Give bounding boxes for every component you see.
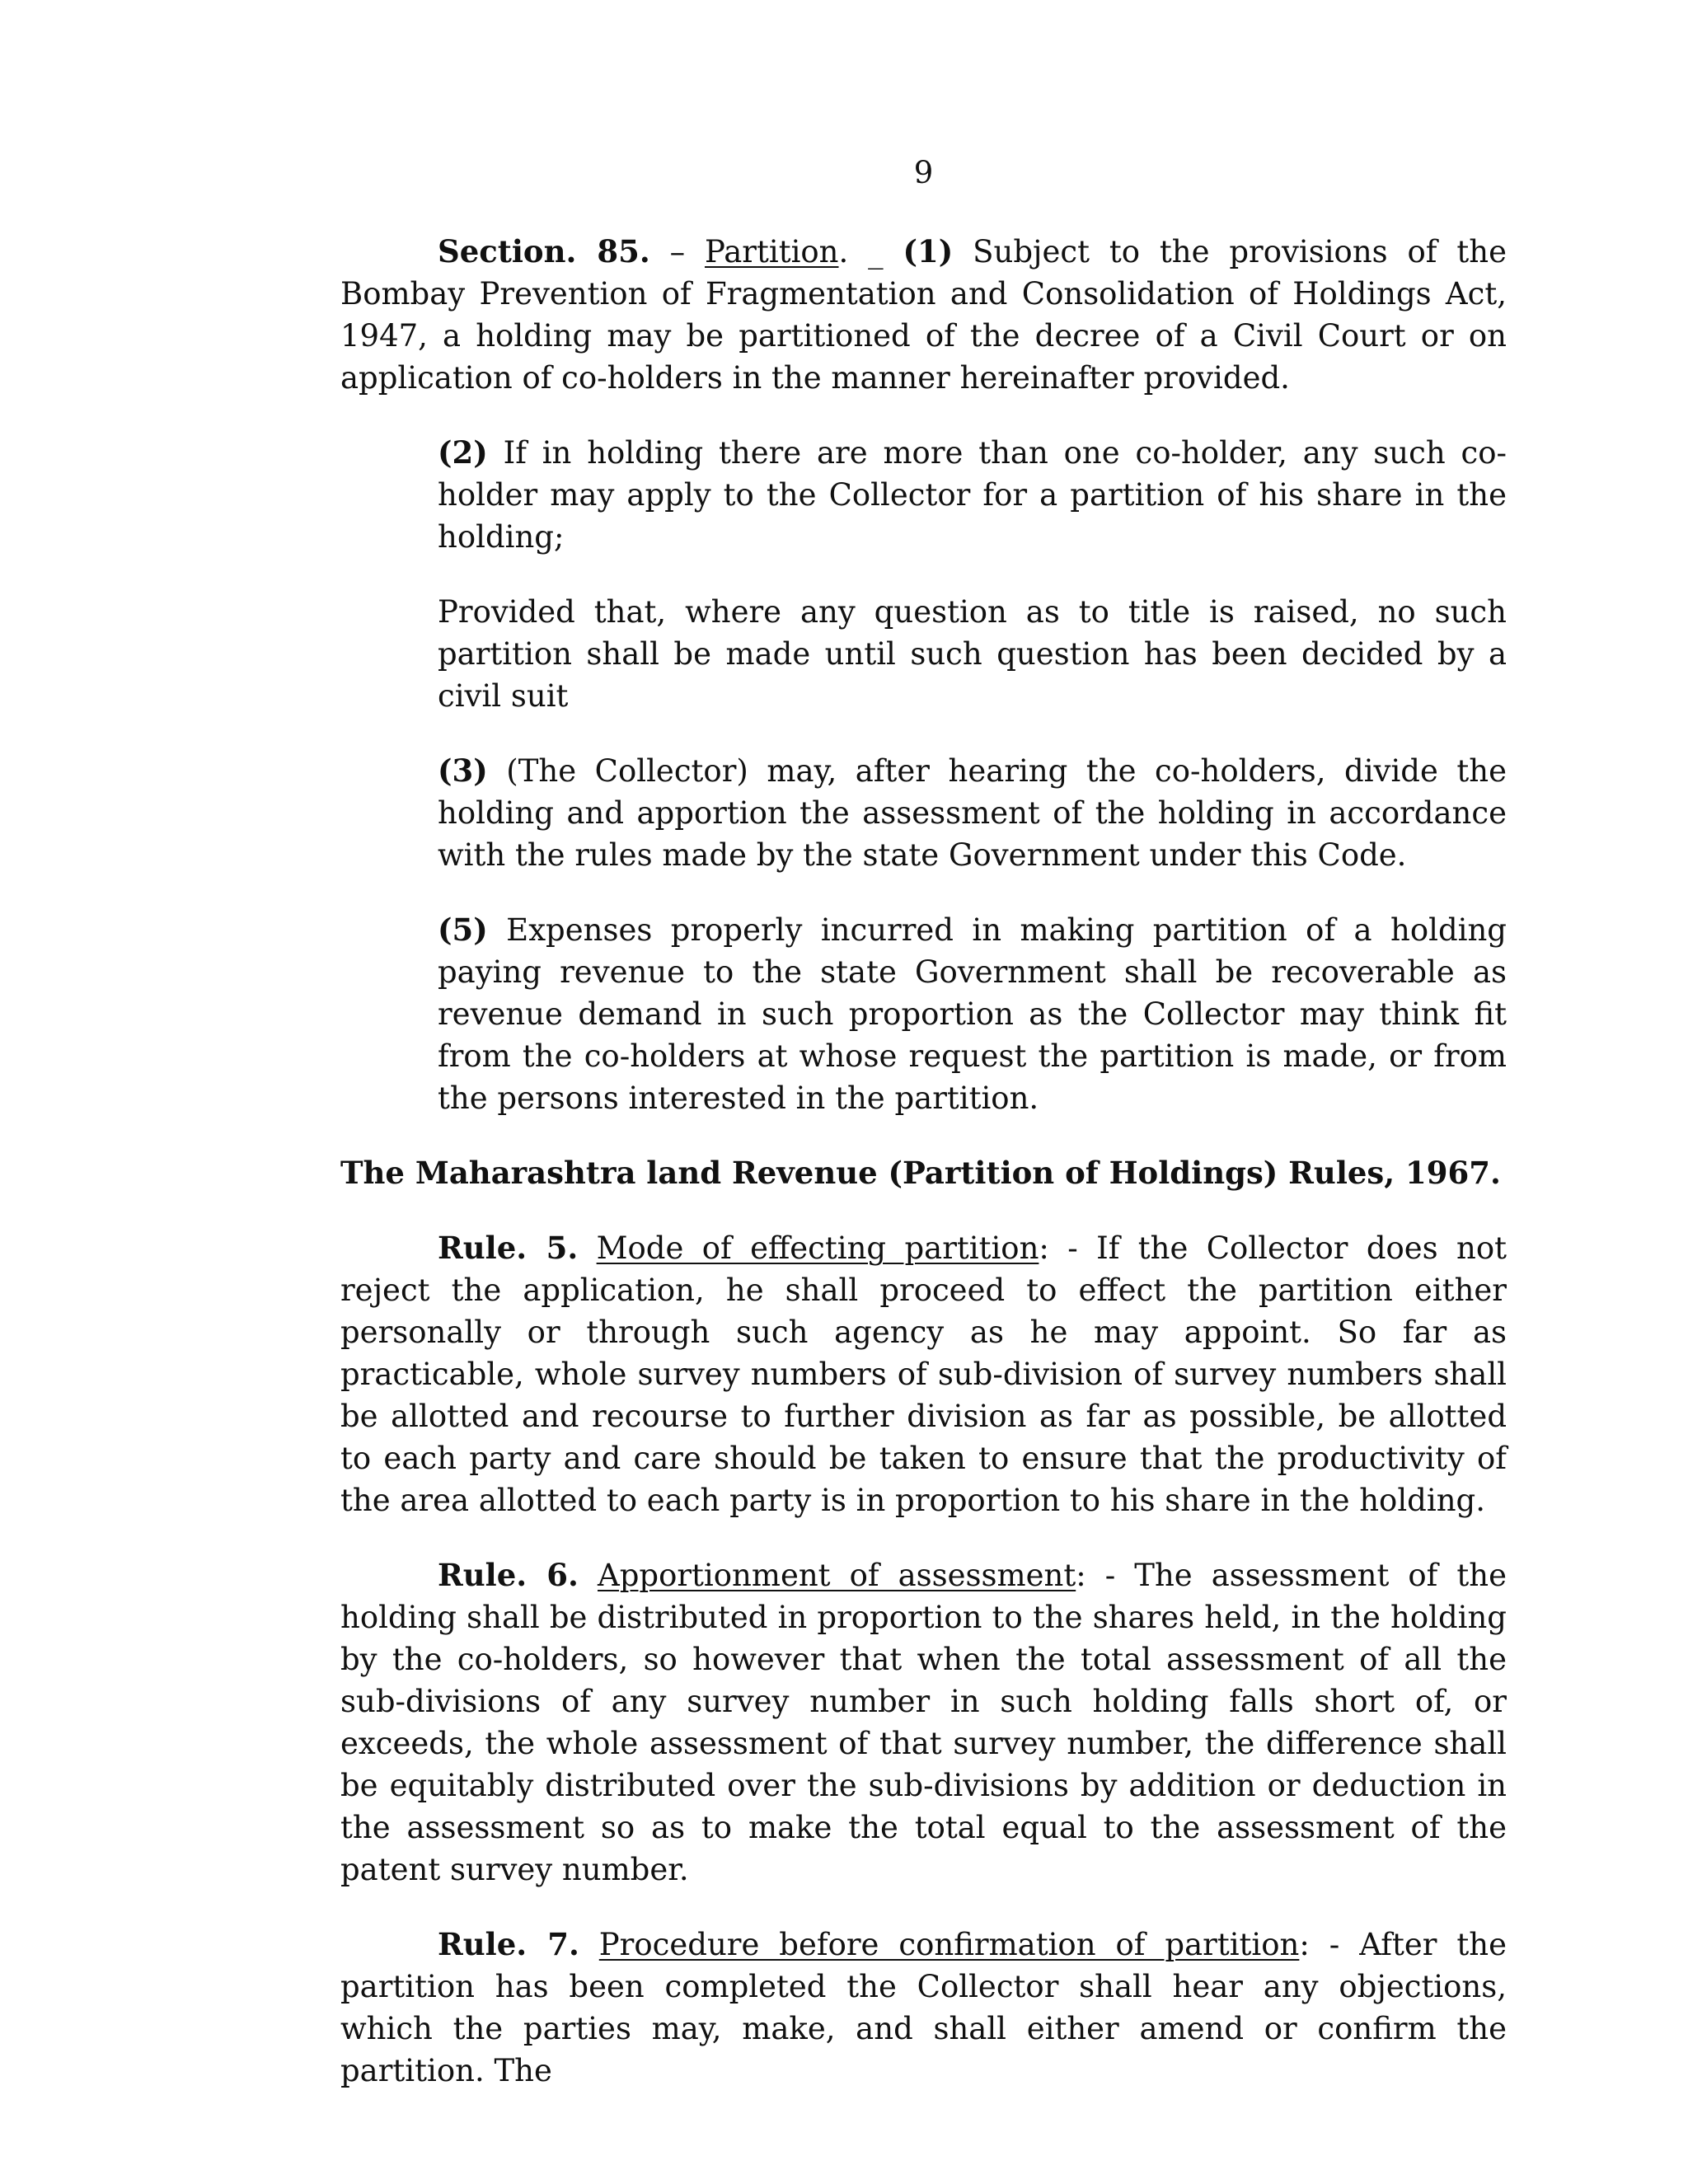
section-85-separator: . _	[838, 234, 903, 269]
rule-7-label: Rule. 7.	[438, 1926, 579, 1962]
rule-5	[340, 1227, 1507, 1521]
section-85-label: Section. 85.	[438, 233, 650, 269]
rules-heading: The Maharashtra land Revenue (Partition of Holdings) Rules, 1967.	[340, 1155, 1501, 1191]
rule-6-title: Apportionment of assessment	[598, 1558, 1076, 1593]
rule-5-title: Mode of effecting partition	[596, 1230, 1039, 1266]
document-page	[340, 0, 1507, 2184]
rule-7-title: Procedure before confirmation of partition	[598, 1927, 1300, 1962]
page-number: 9	[913, 155, 934, 190]
clause-3-text: (The Collector) may, after hearing the co-holders, divide the holding and apportion the assessment of the holding in accordance with the rules made by the state Government under this Code.	[438, 753, 1507, 873]
section-85-clause-2	[438, 432, 1507, 558]
rule-6	[340, 1554, 1507, 1891]
section-85-clause-1	[340, 231, 1507, 399]
clause-2-number: (2)	[438, 434, 488, 471]
clause-2-text: If in holding there are more than one co-holder, any such co-holder may apply to the Collector for a partition of his share in the holding;	[438, 435, 1507, 555]
rule-6-label: Rule. 6.	[438, 1557, 579, 1593]
page-content	[340, 231, 1507, 2092]
clause-1-number: (1)	[903, 233, 954, 269]
section-85-dash: –	[649, 234, 706, 269]
clause-1-text: Subject to the provisions of the Bombay Prevention of Fragmentation and Consolidation of Holdings Act, 1947, a holding may be partitioned of the decree of a Civil Court or on application of co-holders in the manner hereinafter provided.	[340, 234, 1507, 396]
clause-3-number: (3)	[438, 752, 488, 789]
section-85-clause-5	[438, 909, 1507, 1119]
clause-5-text: Expenses properly incurred in making partition of a holding paying revenue to the state Government shall be recoverable as revenue demand in such proportion as the Collector may think fit from the co-holders at whose request the partition is made, or from the persons interested in the partition.	[438, 912, 1507, 1116]
rule-5-text: : - If the Collector does not reject the application, he shall proceed to effect the partition either personally or through such agency as he may appoint. So far as practicable, whole survey numbers of sub-division of survey numbers shall be allotted and recourse to further division as far as possible, be allotted to each party and care should be taken to ensure that the productivity of the area allotted to each party is in proportion to his share in the holding.	[340, 1230, 1507, 1518]
rule-7-text: : - After the partition has been completed the Collector shall hear any objections, which the parties may, make, and shall either amend or confirm the partition. The	[340, 1927, 1507, 2088]
rule-6-text: : - The assessment of the holding shall be distributed in proportion to the shares held, in the holding by the co-holders, so however that when the total assessment of all the sub-divisions of any survey number in such holding falls short of, or exceeds, the whole assessment of that survey number, the difference shall be equitably distributed over the sub-divisions by addition or deduction in the assessment so as to make the total equal to the assessment of the patent survey number.	[340, 1558, 1507, 1887]
clause-5-number: (5)	[438, 912, 488, 948]
rule-5-label: Rule. 5.	[438, 1230, 579, 1266]
rule-7	[340, 1924, 1507, 2092]
section-85-clause-3	[438, 750, 1507, 876]
section-85-proviso: Provided that, where any question as to title is raised, no such partition shall be made until such question has been decided by a civil suit	[438, 594, 1507, 714]
section-85-title: Partition	[705, 234, 839, 269]
